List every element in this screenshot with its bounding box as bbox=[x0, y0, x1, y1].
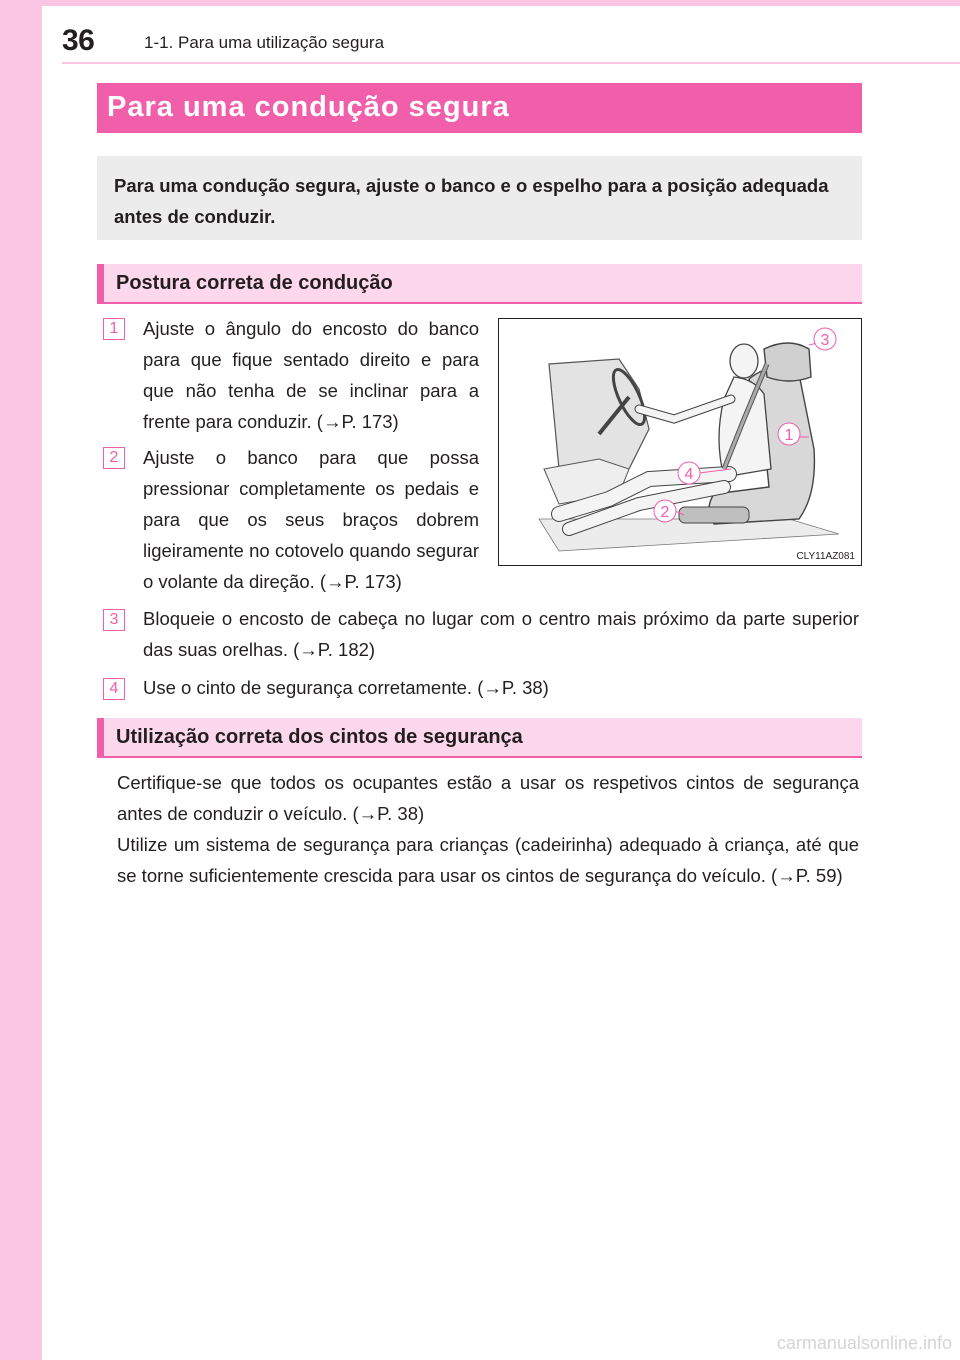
item-number-4: 4 bbox=[103, 678, 125, 700]
item-text-4: Use o cinto de segurança corretamente. (→P. 38) bbox=[143, 677, 549, 698]
seatbelt-paragraph-1: Certifique-se que todos os ocupantes estão a usar os respetivos cintos de segurança antes de conduzir o veículo. (→P. 38) bbox=[117, 772, 859, 824]
intro-box: Para uma condução segura, ajuste o banco e o espelho para a posição adequada antes de conduzir. bbox=[97, 156, 862, 240]
svg-text:2: 2 bbox=[660, 504, 670, 521]
section-header-posture: Postura correta de condução bbox=[97, 264, 862, 304]
callout-3 bbox=[809, 328, 836, 350]
svg-text:1: 1 bbox=[784, 427, 794, 444]
running-title: 1-1. Para uma utilização segura bbox=[144, 33, 385, 52]
header-divider bbox=[62, 62, 960, 64]
item-text-1: Ajuste o ângulo do encosto do banco para que fique sentado direito e para que não tenha de se inclinar para a frente para conduzir. (→P. 173) bbox=[143, 318, 479, 432]
item-number-2: 2 bbox=[103, 447, 125, 469]
watermark: carmanualsonline.info bbox=[776, 1333, 952, 1353]
figure-code: CLY11AZ081 bbox=[796, 551, 855, 562]
item-text-3: Bloqueie o encosto de cabeça no lugar com o centro mais próximo da parte superior das suas orelhas. (→P. 182) bbox=[143, 608, 859, 660]
top-decor-strip bbox=[0, 0, 960, 6]
left-decor-strip bbox=[0, 0, 42, 1360]
driver-seat-illustration bbox=[499, 319, 861, 565]
svg-text:4: 4 bbox=[684, 466, 694, 483]
driving-posture-figure bbox=[498, 318, 862, 566]
item-number-1: 1 bbox=[103, 318, 125, 340]
item-text-2: Ajuste o banco para que possa pressionar completamente os pedais e para que os seus braços dobrem ligeiramente no cotovelo quando segurar o volante da direção. (→P. 173) bbox=[143, 447, 479, 592]
page-number: 36 bbox=[62, 24, 95, 57]
seatbelt-body-text bbox=[117, 767, 859, 891]
seatbelt-paragraph-2: Utilize um sistema de segurança para crianças (cadeirinha) adequado à criança, até que se torne suficientemente crescida para usar os cintos de segurança do veículo. (→P. 59) bbox=[117, 834, 859, 886]
svg-text:3: 3 bbox=[820, 332, 830, 349]
main-title: Para uma condução segura bbox=[97, 83, 862, 133]
item-number-3: 3 bbox=[103, 609, 125, 631]
section-header-seatbelts: Utilização correta dos cintos de segurança bbox=[97, 718, 862, 758]
